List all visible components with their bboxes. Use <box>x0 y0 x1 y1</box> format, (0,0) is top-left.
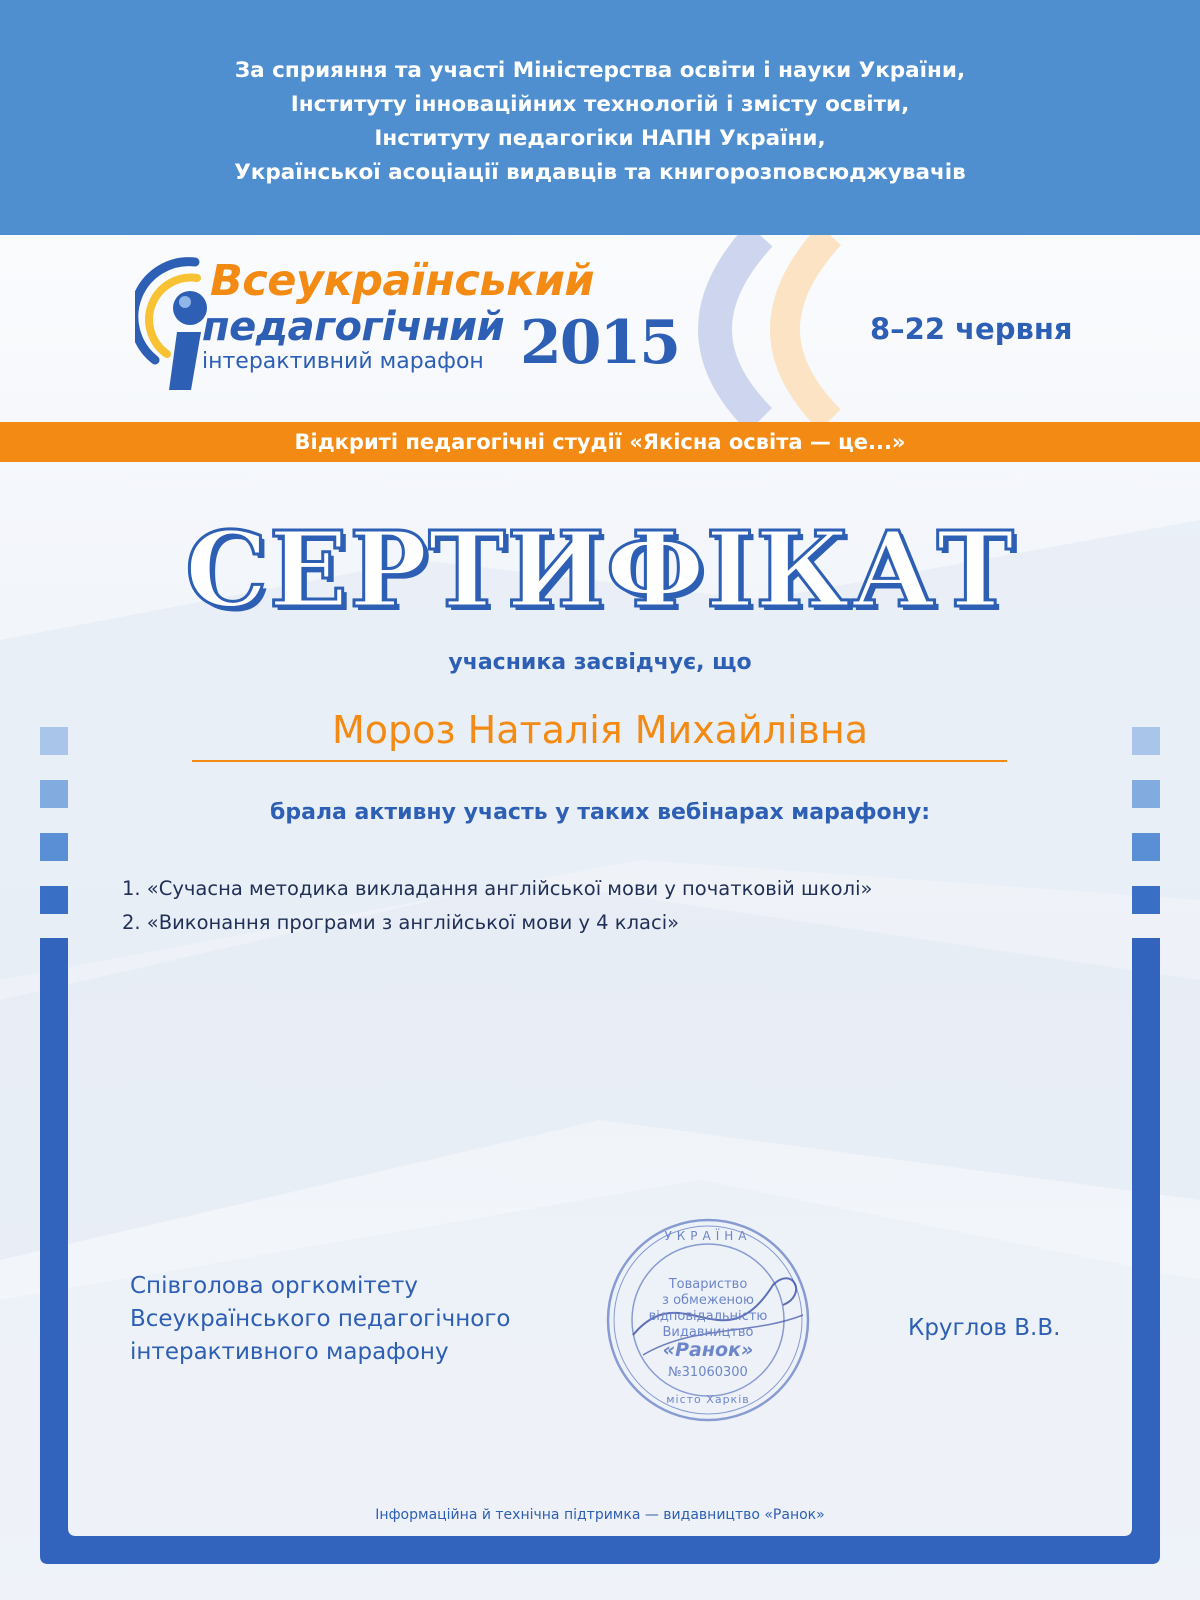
frame-square <box>1132 886 1160 914</box>
signer-name: Круглов В.В. <box>908 1315 1061 1341</box>
frame-border-bottom <box>160 1536 1040 1564</box>
list-item: 2. «Виконання програми з англійської мови у 4 класі» <box>122 911 680 934</box>
webinar-list <box>122 872 872 940</box>
signatory-line: Всеукраїнського педагогічного <box>130 1306 511 1332</box>
stamp-line: відповідальністю <box>648 1309 768 1324</box>
frame-square <box>40 833 68 861</box>
sponsor-line: За сприяння та участі Міністерства освіти і науки України, <box>234 57 966 83</box>
marathon-logo <box>135 250 679 400</box>
signatory-line: інтерактивного марафону <box>130 1339 449 1365</box>
certifies-text: учасника засвідчує, що <box>448 650 752 675</box>
list-item: 1. «Сучасна методика викладання англійської мови у початковій школі» <box>122 877 873 900</box>
signatory-line: Співголова оргкомітету <box>130 1273 418 1299</box>
sponsor-line: Інституту інноваційних технологій і змісту освіти, <box>290 91 910 117</box>
frame-border-left <box>40 938 160 1598</box>
frame-square <box>40 780 68 808</box>
logo-title-line2: педагогічний <box>202 304 505 350</box>
sponsor-band <box>0 0 1200 235</box>
sponsor-line: Інституту педагогіки НАПН України, <box>374 125 826 151</box>
stamp-line: Видавництво <box>662 1325 754 1340</box>
participant-name: Мороз Наталія Михайлівна <box>331 708 869 752</box>
logo-title-line3: інтерактивний марафон <box>202 349 484 374</box>
frame-square <box>1132 727 1160 755</box>
name-underline <box>192 760 1007 762</box>
official-stamp <box>603 1215 813 1425</box>
stamp-bottom-text: місто Харків <box>666 1393 750 1406</box>
frame-square <box>1132 833 1160 861</box>
stamp-top-text: УКРАЇНА <box>664 1229 752 1243</box>
frame-border-right <box>1040 938 1160 1598</box>
studio-banner-text: Відкриті педагогічні студії «Якісна освіта — це...» <box>294 430 906 454</box>
frame-square <box>40 886 68 914</box>
frame-square <box>40 727 68 755</box>
stamp-line: «Ранок» <box>662 1339 754 1361</box>
logo-title-line1: Всеукраїнський <box>210 256 595 306</box>
signatory-title <box>130 1270 511 1369</box>
logo-year: 2015 <box>520 308 679 378</box>
certificate-title: СЕРТИФІКАТ <box>185 508 1015 631</box>
event-dates: 8–22 червня <box>870 312 1073 346</box>
studio-banner <box>0 422 1200 462</box>
stamp-line: з обмеженою <box>662 1293 754 1308</box>
stamp-line: Товариство <box>668 1277 748 1292</box>
footer-text: Інформаційна й технічна підтримка — видавництво «Ранок» <box>375 1507 825 1523</box>
participation-text: брала активну участь у таких вебінарах марафону: <box>269 800 931 825</box>
sponsor-line: Української асоціації видавців та книгорозповсюджувачів <box>234 159 966 185</box>
stamp-line: №31060300 <box>668 1365 748 1380</box>
frame-square <box>1132 780 1160 808</box>
